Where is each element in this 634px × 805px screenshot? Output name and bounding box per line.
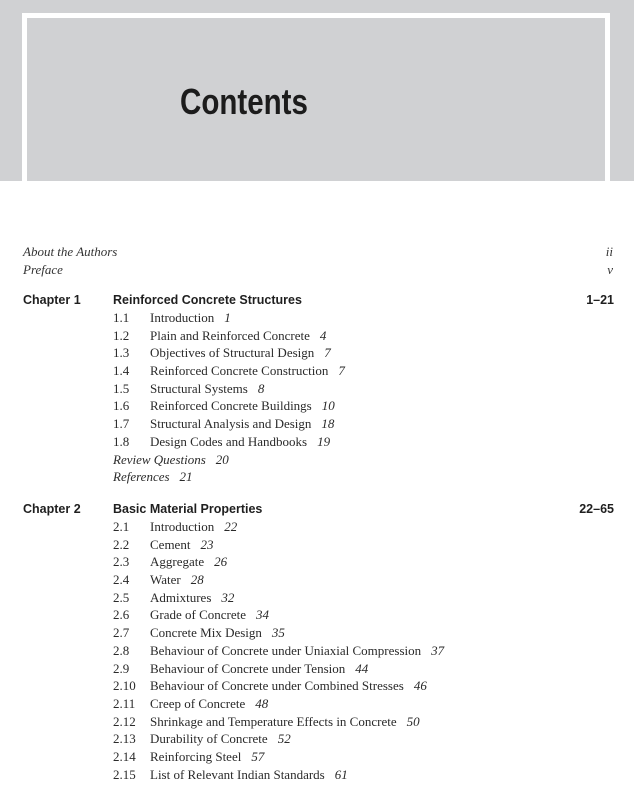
toc-entry[interactable] <box>113 695 614 713</box>
section-number: 2.11 <box>113 695 136 711</box>
section-list <box>113 309 614 486</box>
extra-title: Review Questions <box>113 451 206 467</box>
section-number: 1.3 <box>113 345 130 361</box>
title-frame <box>22 13 610 181</box>
toc-extra-entry[interactable] <box>113 468 614 486</box>
toc-entry[interactable] <box>113 433 614 451</box>
section-page: 37 <box>431 642 445 658</box>
toc-entry[interactable] <box>113 327 614 345</box>
section-page: 50 <box>406 713 420 729</box>
chapter-title: Reinforced Concrete Structures <box>113 293 302 307</box>
section-number: 2.5 <box>113 589 130 605</box>
section-page: 4 <box>319 327 327 343</box>
section-number: 2.3 <box>113 554 130 570</box>
toc-entry[interactable] <box>113 309 614 327</box>
toc-entry[interactable] <box>113 713 614 731</box>
front-matter-preface[interactable] <box>23 261 613 279</box>
toc-entry[interactable] <box>113 642 614 660</box>
chapter-page-range: 22–65 <box>579 502 614 516</box>
chapter-title: Basic Material Properties <box>113 502 263 516</box>
section-number: 2.9 <box>113 660 130 676</box>
section-page: 10 <box>321 398 335 414</box>
extra-title: References <box>113 469 170 485</box>
section-page: 7 <box>324 345 331 361</box>
section-title: Introduction <box>150 310 215 325</box>
section-number: 1.5 <box>113 380 130 396</box>
chapter-1 <box>23 291 614 486</box>
front-matter-page: v <box>607 262 613 277</box>
section-number: 2.8 <box>113 642 130 658</box>
section-number: 2.15 <box>113 766 136 782</box>
section-page: 46 <box>413 678 427 694</box>
toc-entry[interactable] <box>113 397 614 415</box>
toc-entry[interactable] <box>113 380 614 398</box>
section-page: 7 <box>338 363 345 379</box>
section-number: 2.1 <box>113 519 130 534</box>
toc-entry[interactable] <box>113 362 614 380</box>
section-page: 8 <box>257 380 265 396</box>
section-number: 2.10 <box>113 678 136 694</box>
front-matter-about-authors[interactable] <box>23 243 613 261</box>
section-list <box>113 518 614 783</box>
section-title: Design Codes and Handbooks <box>150 433 308 449</box>
section-number: 1.8 <box>113 433 130 449</box>
chapter-heading[interactable] <box>23 291 614 309</box>
section-page: 19 <box>317 433 331 449</box>
toc-entry[interactable] <box>113 624 614 642</box>
section-title: Durability of Concrete <box>150 731 268 747</box>
section-title: Behaviour of Concrete under Tension <box>150 660 346 676</box>
section-title: Concrete Mix Design <box>150 625 262 641</box>
toc-entry[interactable] <box>113 536 614 554</box>
section-title: Introduction <box>150 519 215 534</box>
section-title: List of Relevant Indian Standards <box>150 766 325 782</box>
chapter-heading[interactable] <box>23 500 614 518</box>
section-title: Behaviour of Concrete under Uniaxial Compression <box>150 642 422 658</box>
toc-entry[interactable] <box>113 344 614 362</box>
section-page: 23 <box>200 536 214 552</box>
section-number: 2.13 <box>113 731 136 747</box>
chapter-2 <box>23 500 614 783</box>
section-number: 2.12 <box>113 713 136 729</box>
extra-page: 21 <box>179 469 193 485</box>
toc-entry[interactable] <box>113 589 614 607</box>
section-number: 2.6 <box>113 607 130 623</box>
section-title: Water <box>150 572 181 588</box>
section-page: 61 <box>334 766 348 782</box>
section-title: Aggregate <box>150 554 205 570</box>
section-page: 44 <box>355 660 369 676</box>
section-page: 34 <box>256 607 270 623</box>
section-title: Structural Systems <box>150 380 248 396</box>
section-title: Reinforcing Steel <box>150 748 242 764</box>
section-title: Reinforced Concrete Buildings <box>150 398 312 414</box>
section-title: Objectives of Structural Design <box>150 345 315 361</box>
section-number: 1.7 <box>113 416 130 432</box>
toc-entry[interactable] <box>113 606 614 624</box>
section-page: 57 <box>251 748 265 764</box>
section-title: Reinforced Concrete Construction <box>150 363 329 379</box>
section-title: Grade of Concrete <box>150 607 247 623</box>
toc-entry[interactable] <box>113 766 614 784</box>
toc-entry[interactable] <box>113 748 614 766</box>
section-title: Cement <box>150 536 191 552</box>
toc-entry[interactable] <box>113 571 614 589</box>
chapter-label: Chapter 2 <box>23 502 81 516</box>
section-page: 52 <box>277 731 291 747</box>
section-number: 1.2 <box>113 327 130 343</box>
toc-entry[interactable] <box>113 660 614 678</box>
toc-entry[interactable] <box>113 730 614 748</box>
section-page: 1 <box>224 310 231 325</box>
section-number: 1.6 <box>113 398 130 414</box>
page-title: Contents <box>180 81 308 122</box>
section-page: 22 <box>224 519 238 534</box>
section-page: 18 <box>321 416 335 432</box>
toc-entry[interactable] <box>113 677 614 695</box>
section-number: 1.4 <box>113 363 130 379</box>
section-page: 26 <box>214 554 228 570</box>
section-number: 2.2 <box>113 536 130 552</box>
section-title: Admixtures <box>150 589 212 605</box>
toc-extra-entry[interactable] <box>113 451 614 469</box>
section-title: Plain and Reinforced Concrete <box>150 327 310 343</box>
toc-entry[interactable] <box>113 553 614 571</box>
toc-entry[interactable] <box>113 518 614 536</box>
chapter-label: Chapter 1 <box>23 293 81 307</box>
section-page: 35 <box>271 625 285 641</box>
section-title: Creep of Concrete <box>150 695 246 711</box>
section-number: 1.1 <box>113 310 130 325</box>
section-number: 2.7 <box>113 625 130 641</box>
section-number: 2.4 <box>113 572 130 588</box>
front-matter-page: ii <box>605 244 613 259</box>
front-matter-label: About the Authors <box>23 244 118 259</box>
extra-page: 20 <box>215 451 229 467</box>
section-page: 28 <box>190 572 204 588</box>
chapter-page-range: 1–21 <box>586 293 614 307</box>
title-banner <box>0 0 634 181</box>
section-title: Shrinkage and Temperature Effects in Concrete <box>150 713 397 729</box>
section-page: 32 <box>221 589 235 605</box>
front-matter-label: Preface <box>23 262 63 277</box>
section-title: Behaviour of Concrete under Combined Stresses <box>150 678 404 694</box>
section-number: 2.14 <box>113 748 136 764</box>
toc-entry[interactable] <box>113 415 614 433</box>
section-title: Structural Analysis and Design <box>150 416 312 432</box>
section-page: 48 <box>255 695 269 711</box>
